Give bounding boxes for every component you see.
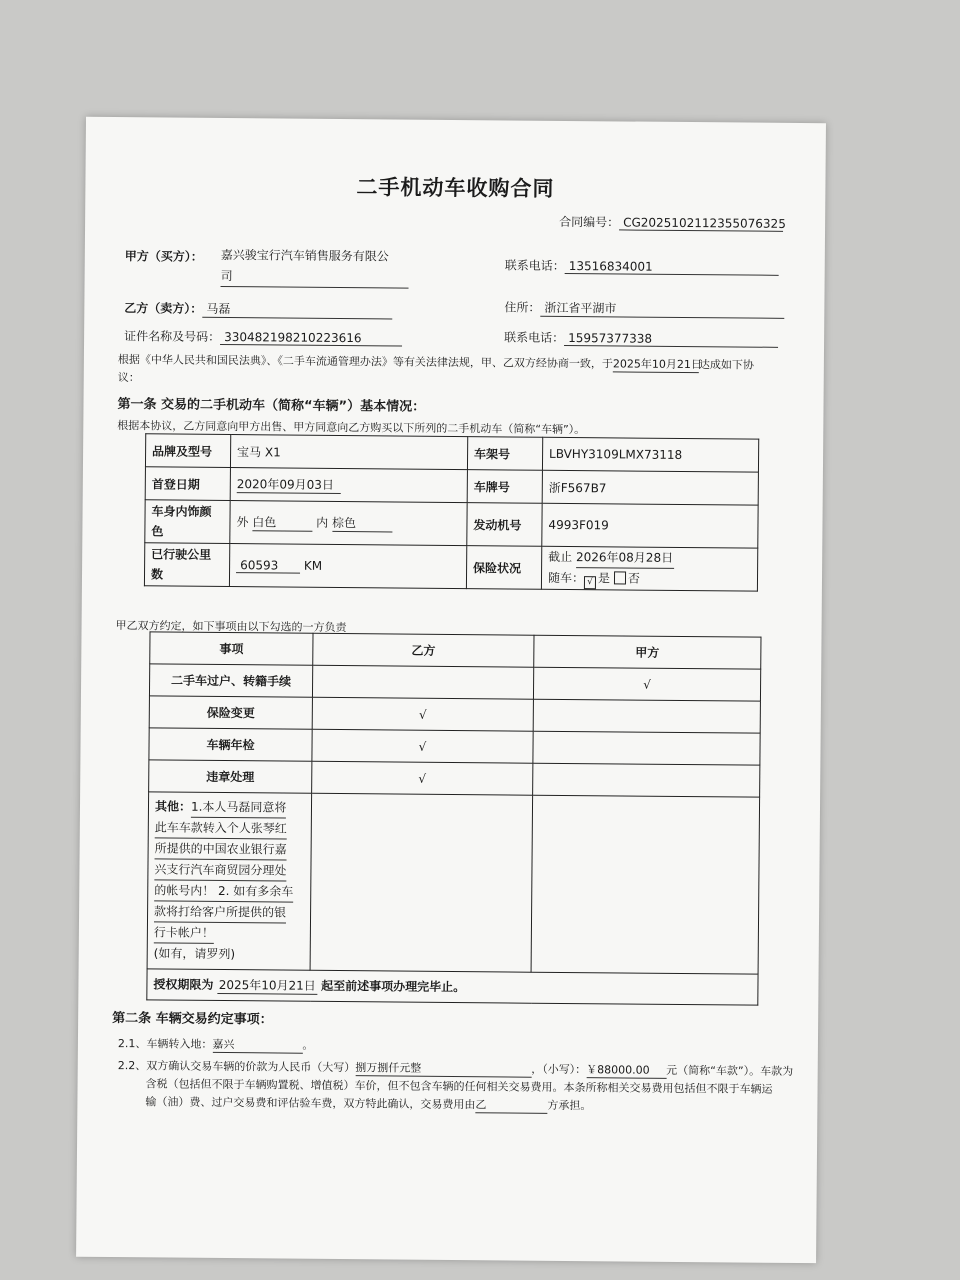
table-row: 品牌及型号 宝马 X1 车架号 LBVHY3109LMX73118: [145, 434, 758, 472]
responsibility-table: [146, 631, 761, 1005]
table-row: 车辆年检 √: [149, 728, 760, 765]
party-b-name: 马磊: [202, 300, 392, 320]
article-1-heading: 第一条 交易的二手机动车（简称“车辆”）基本情况：: [117, 397, 426, 415]
table-row: 违章处理 √: [149, 760, 760, 797]
agreement-date: 2025年10月21日: [612, 357, 702, 372]
document-title: 二手机动车收购合同: [356, 175, 555, 201]
engine-value: 4993F019: [542, 503, 758, 548]
party-b-phone: 联系电话： 15957377338: [504, 328, 778, 347]
article-2-2-line3: 输（油）费、过户交易费和评估验车费，双方特此确认，交易费用由乙 方承担。: [145, 1095, 592, 1113]
party-b-address: 住所： 浙江省平湖市: [504, 298, 784, 318]
id-number: 证件名称及号码： 330482198210223616: [124, 327, 402, 346]
authorization-period: 授权期限为 2025年10月21日 起至前述事项办理完毕止。: [147, 969, 758, 1005]
legal-basis-cont: 议：: [117, 371, 140, 385]
article-2-1: 2.1、车辆转入地：嘉兴 。: [117, 1037, 314, 1052]
party-a-name: 嘉兴骏宝行汽车销售服务有限公 司: [221, 246, 409, 289]
party-b: 乙方（卖方）： 马磊: [124, 299, 392, 319]
article-2-heading: 第二条 车辆交易约定事项：: [112, 1011, 273, 1028]
check-mark: √: [312, 729, 533, 763]
article-1-intro: 根据本协议，乙方同意向甲方出售、甲方同意向乙方购买以下所列的二手机动车（简称“车辆”）。: [117, 419, 586, 437]
party-a-phone: 联系电话： 13516834001: [505, 256, 779, 275]
table-row: 保险变更 √: [149, 696, 760, 733]
contract-paper: [76, 117, 826, 1263]
price-in-numbers: ￥88000.00: [586, 1061, 666, 1079]
mileage-value: 60593 KM: [229, 544, 466, 589]
check-mark: √: [533, 667, 760, 701]
checkbox-yes: √: [584, 576, 596, 589]
checkbox-no: [614, 571, 626, 584]
table-row: [147, 792, 760, 974]
plate-value: 浙F567B7: [542, 470, 758, 505]
table-row: 首登日期 2020年09月03日 车牌号 浙F567B7: [145, 467, 758, 505]
color-value: 外 白色 内 棕色: [230, 501, 467, 546]
table-row: 二手车过户、转籍手续 √: [149, 664, 760, 701]
check-mark: √: [312, 761, 533, 795]
vehicle-info-table: [144, 433, 759, 591]
article-2-2-line2: 含税（包括但不限于车辆购置税、增值税）车价，但不包含车辆的任何相关交易费用。本条所称相关交易费用包括但不限于车辆运: [145, 1077, 773, 1096]
table-row: 车身内饰颜 色 外 白色 内 棕色 发动机号 4993F019: [145, 500, 758, 548]
vin-value: LBVHY3109LMX73118: [542, 437, 758, 472]
check-mark: √: [312, 697, 533, 731]
price-in-words: 捌万捌仟元整: [355, 1059, 531, 1078]
other-notes: 其他：1.本人马磊同意将 此车车款转入个人张琴红 所提供的中国农业银行嘉 兴支行汽车商贸园分理处 的帐号内！ 2. 如有多余车 款将打给客户所提供的银 行卡帐户！ (如有，请罗列): [147, 792, 312, 970]
brand-value: 宝马 X1: [230, 435, 467, 470]
article-2-2: 2.2、双方确认交易车辆的价款为人民币（大写）捌万捌仟元整 ，（小写）：￥88000.00 元（简称“车款”）。车款为: [117, 1059, 794, 1078]
table-row: [147, 969, 758, 1005]
contract-number-value: CG2025102112355076325: [619, 215, 783, 231]
table-row: 已行驶公里 数 60593 KM 保险状况 截止 2026年08月28日 随车： √ 是 否: [144, 543, 757, 591]
contract-number: 合同编号： CG2025102112355076325: [559, 214, 786, 231]
responsibility-intro: 甲乙双方约定，如下事项由以下勾选的一方负责: [115, 619, 347, 635]
insurance-value: 截止 2026年08月28日 随车： √ 是 否: [541, 546, 757, 591]
legal-basis: 根据《中华人民共和国民法典》、《二手车流通管理办法》等有关法律法规，甲、乙双方经协商一致，于2025年10月21日达成如下协: [117, 353, 754, 372]
reg-date-value: 2020年09月03日: [237, 475, 341, 494]
table-row: 事项 乙方 甲方: [150, 632, 761, 669]
party-a-label: 甲方（买方）：: [124, 249, 203, 264]
